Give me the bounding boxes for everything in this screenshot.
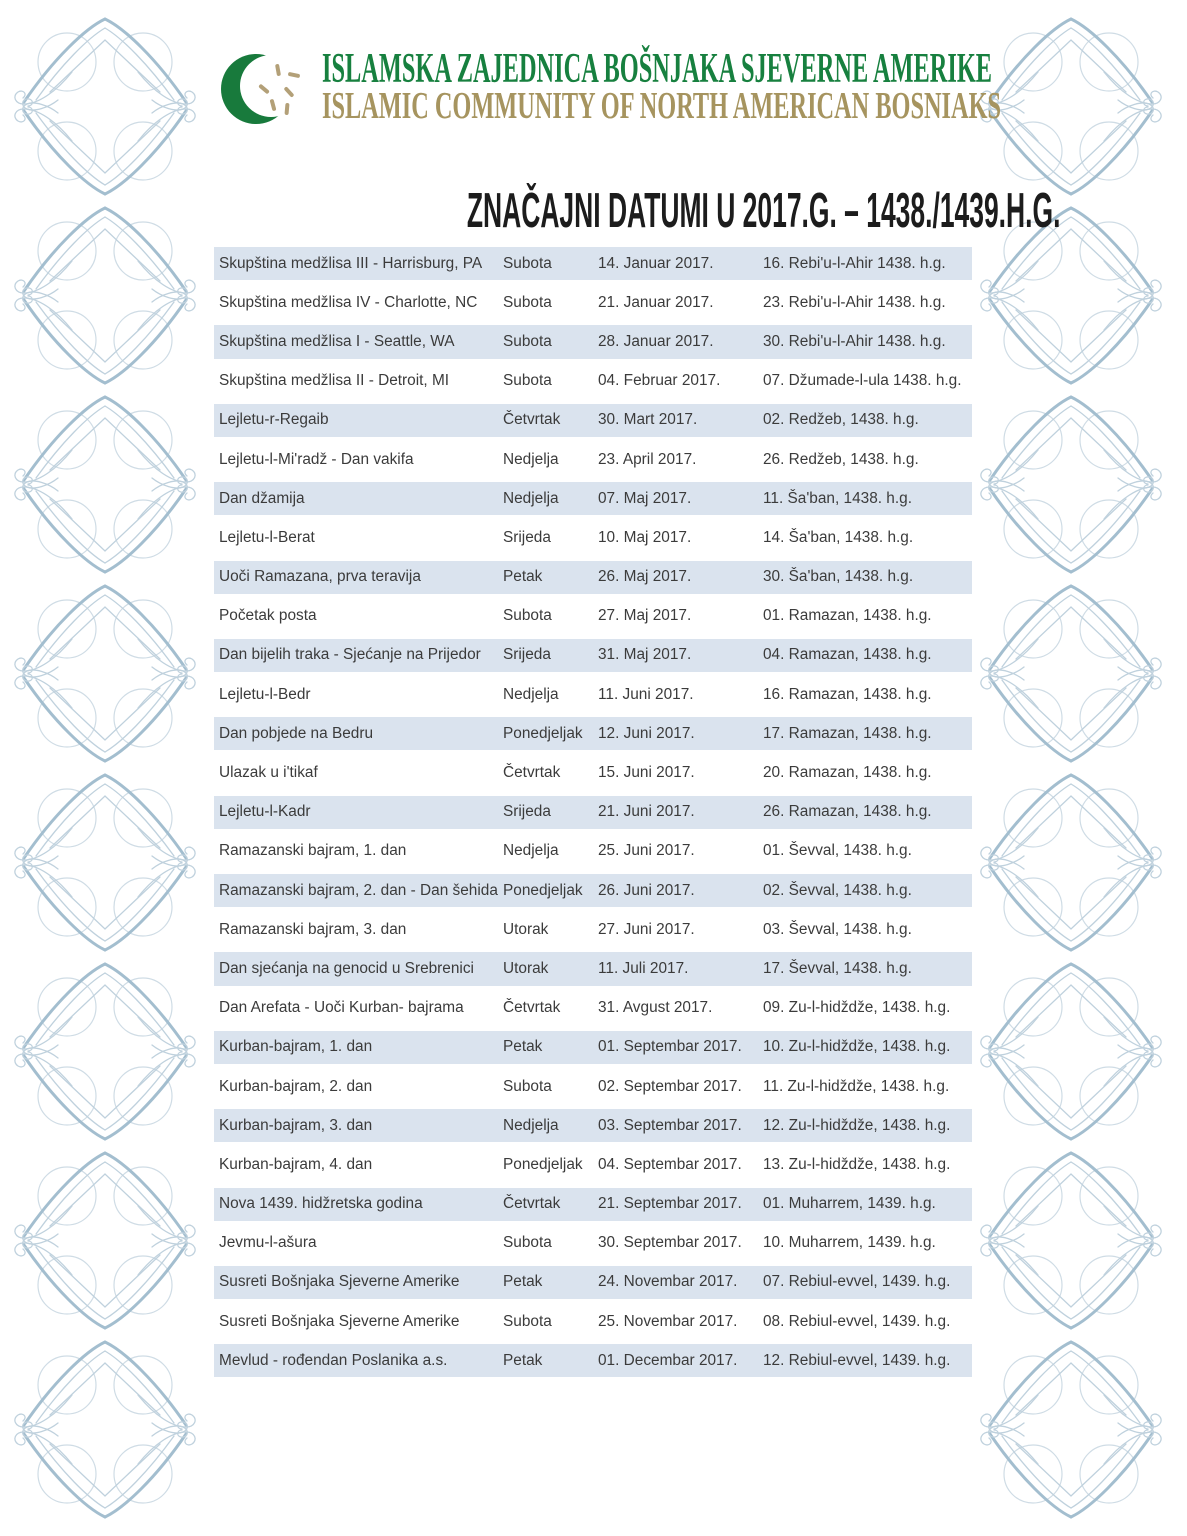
- gregorian-date-cell: 30. Septembar 2017.: [598, 1234, 742, 1252]
- event-cell: Skupština medžlisa IV - Charlotte, NC: [219, 293, 478, 311]
- table-row: [214, 1106, 972, 1145]
- gregorian-date-cell: 31. Avgust 2017.: [598, 999, 713, 1017]
- table-row: [214, 1185, 972, 1224]
- event-cell: Skupština medžlisa I - Seattle, WA: [219, 332, 455, 350]
- gregorian-date-cell: 04. Februar 2017.: [598, 372, 721, 390]
- event-cell: Susreti Bošnjaka Sjeverne Amerike: [219, 1273, 460, 1291]
- table-row: [214, 401, 972, 440]
- table-row: [214, 989, 972, 1028]
- gregorian-date-cell: 01. Septembar 2017.: [598, 1038, 742, 1056]
- event-cell: Dan bijelih traka - Sjećanje na Prijedor: [219, 646, 481, 664]
- day-cell: Subota: [503, 254, 552, 272]
- day-cell: Nedjelja: [503, 685, 559, 703]
- hijri-date-cell: 20. Ramazan, 1438. h.g.: [763, 764, 932, 782]
- event-cell: Ulazak u i'tikaf: [219, 764, 318, 782]
- hijri-date-cell: 30. Rebi'u-l-Ahir 1438. h.g.: [763, 332, 946, 350]
- day-cell: Nedjelja: [503, 1116, 559, 1134]
- table-row: [214, 322, 972, 361]
- hijri-date-cell: 11. Ša'ban, 1438. h.g.: [763, 489, 912, 507]
- event-cell: Lejletu-l-Mi'radž - Dan vakifa: [219, 450, 414, 468]
- table-row: [214, 244, 972, 283]
- day-cell: Subota: [503, 372, 552, 390]
- hijri-date-cell: 07. Rebiul-evvel, 1439. h.g.: [763, 1273, 951, 1291]
- day-cell: Utorak: [503, 920, 549, 938]
- gregorian-date-cell: 14. Januar 2017.: [598, 254, 714, 272]
- event-cell: Ramazanski bajram, 3. dan: [219, 920, 407, 938]
- gregorian-date-cell: 12. Juni 2017.: [598, 724, 695, 742]
- hijri-date-cell: 14. Ša'ban, 1438. h.g.: [763, 528, 914, 546]
- day-cell: Srijeda: [503, 528, 551, 546]
- gregorian-date-cell: 21. Januar 2017.: [598, 293, 714, 311]
- page-title-wrap: [214, 184, 1061, 238]
- event-cell: Kurban-bajram, 2. dan: [219, 1077, 373, 1095]
- hijri-date-cell: 13. Zu-l-hidždže, 1438. h.g.: [763, 1155, 951, 1173]
- gregorian-date-cell: 15. Juni 2017.: [598, 764, 695, 782]
- day-cell: Petak: [503, 568, 543, 586]
- hijri-date-cell: 01. Muharrem, 1439. h.g.: [763, 1195, 936, 1213]
- event-cell: Mevlud - rođendan Poslanika a.s.: [219, 1351, 448, 1369]
- table-row: [214, 714, 972, 753]
- table-row: [214, 1145, 972, 1184]
- hijri-date-cell: 11. Zu-l-hidždže, 1438. h.g.: [763, 1077, 950, 1095]
- day-cell: Srijeda: [503, 646, 551, 664]
- flourish-border-right: [976, 12, 1166, 1524]
- table-row: [214, 597, 972, 636]
- event-cell: Dan pobjede na Bedru: [219, 724, 374, 742]
- event-cell: Lejletu-r-Regaib: [219, 411, 329, 429]
- hijri-date-cell: 17. Ševval, 1438. h.g.: [763, 959, 912, 977]
- day-cell: Petak: [503, 1038, 543, 1056]
- event-cell: Uoči Ramazana, prva teravija: [219, 568, 421, 586]
- table-row: [214, 949, 972, 988]
- event-cell: Kurban-bajram, 3. dan: [219, 1116, 373, 1134]
- hijri-date-cell: 16. Ramazan, 1438. h.g.: [763, 685, 932, 703]
- gregorian-date-cell: 11. Juli 2017.: [598, 959, 689, 977]
- day-cell: Četvrtak: [503, 999, 561, 1017]
- gregorian-date-cell: 03. Septembar 2017.: [598, 1116, 742, 1134]
- table-row: [214, 636, 972, 675]
- table-row: [214, 1028, 972, 1067]
- table-row: [214, 1302, 972, 1341]
- table-row: [214, 675, 972, 714]
- crescent-star-logo-icon: [219, 50, 319, 136]
- event-cell: Ramazanski bajram, 2. dan - Dan šehida: [219, 881, 498, 899]
- day-cell: Nedjelja: [503, 842, 559, 860]
- table-row: [214, 871, 972, 910]
- day-cell: Subota: [503, 1312, 552, 1330]
- day-cell: Subota: [503, 293, 552, 311]
- gregorian-date-cell: 23. April 2017.: [598, 450, 697, 468]
- table-row: [214, 283, 972, 322]
- gregorian-date-cell: 26. Maj 2017.: [598, 568, 692, 586]
- gregorian-date-cell: 21. Juni 2017.: [598, 803, 695, 821]
- gregorian-date-cell: 26. Juni 2017.: [598, 881, 695, 899]
- hijri-date-cell: 26. Redžeb, 1438. h.g.: [763, 450, 919, 468]
- hijri-date-cell: 03. Ševval, 1438. h.g.: [763, 920, 912, 938]
- hijri-date-cell: 01. Ševval, 1438. h.g.: [763, 842, 912, 860]
- day-cell: Četvrtak: [503, 1195, 561, 1213]
- hijri-date-cell: 17. Ramazan, 1438. h.g.: [763, 724, 932, 742]
- hijri-date-cell: 01. Ramazan, 1438. h.g.: [763, 607, 932, 625]
- day-cell: Srijeda: [503, 803, 551, 821]
- day-cell: Petak: [503, 1273, 543, 1291]
- table-row: [214, 1341, 972, 1380]
- table-row: [214, 1067, 972, 1106]
- day-cell: Subota: [503, 607, 552, 625]
- event-cell: Susreti Bošnjaka Sjeverne Amerike: [219, 1312, 460, 1330]
- gregorian-date-cell: 11. Juni 2017.: [598, 685, 694, 703]
- gregorian-date-cell: 25. Novembar 2017.: [598, 1312, 738, 1330]
- table-row: [214, 1224, 972, 1263]
- table-row: [214, 832, 972, 871]
- day-cell: Četvrtak: [503, 764, 561, 782]
- table-row: [214, 362, 972, 401]
- day-cell: Četvrtak: [503, 411, 561, 429]
- table-row: [214, 793, 972, 832]
- day-cell: Subota: [503, 332, 552, 350]
- gregorian-date-cell: 07. Maj 2017.: [598, 489, 692, 507]
- hijri-date-cell: 02. Ševval, 1438. h.g.: [763, 881, 912, 899]
- gregorian-date-cell: 04. Septembar 2017.: [598, 1155, 742, 1173]
- dates-table: [214, 244, 972, 1380]
- gregorian-date-cell: 21. Septembar 2017.: [598, 1195, 742, 1213]
- flourish-border-left: [10, 12, 200, 1524]
- gregorian-date-cell: 01. Decembar 2017.: [598, 1351, 738, 1369]
- hijri-date-cell: 02. Redžeb, 1438. h.g.: [763, 411, 919, 429]
- event-cell: Dan Arefata - Uoči Kurban- bajrama: [219, 999, 464, 1017]
- day-cell: Ponedjeljak: [503, 724, 583, 742]
- table-row: [214, 558, 972, 597]
- table-row: [214, 440, 972, 479]
- event-cell: Skupština medžlisa III - Harrisburg, PA: [219, 254, 483, 272]
- day-cell: Utorak: [503, 959, 549, 977]
- day-cell: Ponedjeljak: [503, 1155, 583, 1173]
- table-row: [214, 479, 972, 518]
- event-cell: Ramazanski bajram, 1. dan: [219, 842, 407, 860]
- gregorian-date-cell: 30. Mart 2017.: [598, 411, 698, 429]
- org-name-english: ISLAMIC COMMUNITY OF NORTH AMERICAN BOSNIAKS: [322, 85, 1002, 127]
- day-cell: Nedjelja: [503, 450, 559, 468]
- hijri-date-cell: 07. Džumade-l-ula 1438. h.g.: [763, 372, 962, 390]
- hijri-date-cell: 10. Zu-l-hidždže, 1438. h.g.: [763, 1038, 951, 1056]
- hijri-date-cell: 26. Ramazan, 1438. h.g.: [763, 803, 932, 821]
- gregorian-date-cell: 27. Maj 2017.: [598, 607, 692, 625]
- table-row: [214, 1263, 972, 1302]
- gregorian-date-cell: 28. Januar 2017.: [598, 332, 714, 350]
- gregorian-date-cell: 25. Juni 2017.: [598, 842, 695, 860]
- day-cell: Subota: [503, 1077, 552, 1095]
- event-cell: Nova 1439. hidžretska godina: [219, 1195, 423, 1213]
- hijri-date-cell: 04. Ramazan, 1438. h.g.: [763, 646, 932, 664]
- hijri-date-cell: 12. Zu-l-hidždže, 1438. h.g.: [763, 1116, 951, 1134]
- gregorian-date-cell: 10. Maj 2017.: [598, 528, 692, 546]
- event-cell: Lejletu-l-Bedr: [219, 685, 311, 703]
- hijri-date-cell: 12. Rebiul-evvel, 1439. h.g.: [763, 1351, 951, 1369]
- page-title: ZNAČAJNI DATUMI U 2017.G. – 1438./1439.H.G.: [466, 184, 1061, 238]
- hijri-date-cell: 16. Rebi'u-l-Ahir 1438. h.g.: [763, 254, 946, 272]
- day-cell: Subota: [503, 1234, 552, 1252]
- hijri-date-cell: 23. Rebi'u-l-Ahir 1438. h.g.: [763, 293, 946, 311]
- table-row: [214, 753, 972, 792]
- day-cell: Ponedjeljak: [503, 881, 583, 899]
- gregorian-date-cell: 27. Juni 2017.: [598, 920, 695, 938]
- event-cell: Dan džamija: [219, 489, 305, 507]
- day-cell: Nedjelja: [503, 489, 559, 507]
- event-cell: Lejletu-l-Berat: [219, 528, 315, 546]
- hijri-date-cell: 08. Rebiul-evvel, 1439. h.g.: [763, 1312, 951, 1330]
- event-cell: Kurban-bajram, 1. dan: [219, 1038, 373, 1056]
- gregorian-date-cell: 24. Novembar 2017.: [598, 1273, 738, 1291]
- event-cell: Lejletu-l-Kadr: [219, 803, 311, 821]
- gregorian-date-cell: 02. Septembar 2017.: [598, 1077, 742, 1095]
- table-row: [214, 518, 972, 557]
- event-cell: Početak posta: [219, 607, 317, 625]
- org-name-bosnian: ISLAMSKA ZAJEDNICA BOŠNJAKA SJEVERNE AMERIKE: [322, 46, 993, 92]
- gregorian-date-cell: 31. Maj 2017.: [598, 646, 692, 664]
- event-cell: Dan sjećanja na genocid u Srebrenici: [219, 959, 474, 977]
- event-cell: Skupština medžlisa II - Detroit, MI: [219, 372, 450, 390]
- day-cell: Petak: [503, 1351, 543, 1369]
- hijri-date-cell: 10. Muharrem, 1439. h.g.: [763, 1234, 936, 1252]
- event-cell: Kurban-bajram, 4. dan: [219, 1155, 373, 1173]
- hijri-date-cell: 30. Ša'ban, 1438. h.g.: [763, 568, 914, 586]
- table-row: [214, 910, 972, 949]
- event-cell: Jevmu-l-ašura: [219, 1234, 317, 1252]
- hijri-date-cell: 09. Zu-l-hidždže, 1438. h.g.: [763, 999, 951, 1017]
